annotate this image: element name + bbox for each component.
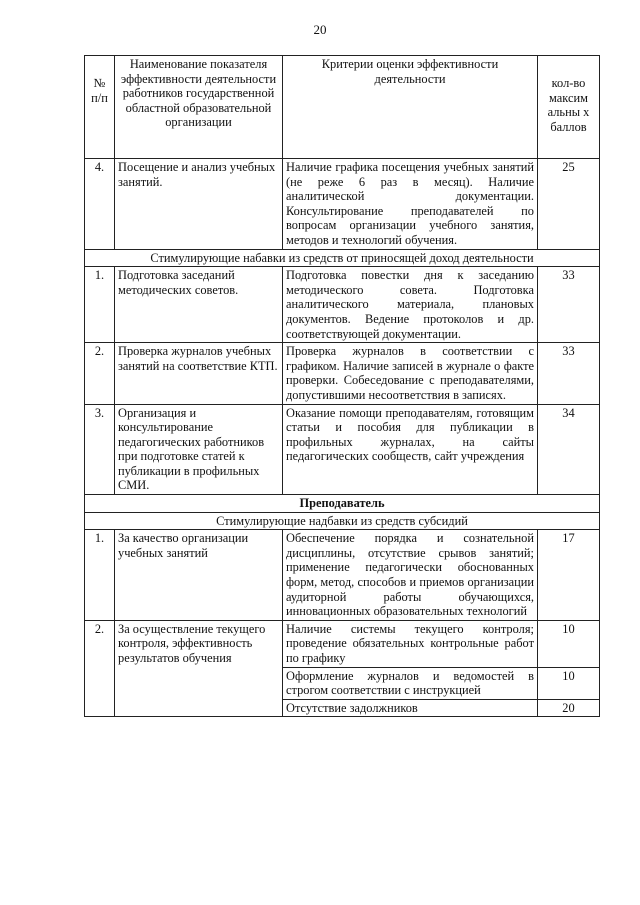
evaluation-table [84,55,600,717]
table-header-row [85,56,600,159]
row-name: За осуществление текущего контроля, эффективность результатов обучения [115,620,283,717]
table-row [85,343,600,404]
table-row [85,267,600,343]
page-number: 20 [313,22,327,37]
row-score: 17 [538,530,600,621]
row-criteria: Наличие системы текущего контроля; проведение обязательных контрольные работ по графику [283,620,538,667]
row-num: 1. [85,530,115,621]
table-row [85,620,600,667]
row-name: Посещение и анализ учебных занятий. [115,159,283,250]
row-num: 1. [85,267,115,343]
header-criteria: Критерии оценки эффективности деятельности [283,56,538,159]
section-row [85,249,600,267]
row-name: Организация и консультирование педагогических работников при подготовке статей к публикации в профильных СМИ. [115,404,283,495]
header-num: № п/п [85,56,115,159]
table-row [85,404,600,495]
section-row [85,512,600,530]
row-criteria: Обеспечение порядка и сознательной дисциплины, отсутствие срывов занятий; применение педагогически обоснованных форм, метод, способов и приемов организации аудиторной работы обучающихся, инновационных образовательных технологий [283,530,538,621]
row-num: 3. [85,404,115,495]
section-subsidy-title: Стимулирующие надбавки из средств субсидий [85,512,600,530]
row-criteria: Оказание помощи преподавателям, готовящим статьи и пособия для публикации в профильных журналах, на сайты педагогических сообществ, сайт учреждения [283,404,538,495]
header-score: кол-во максим альны х баллов [538,56,600,159]
row-criteria: Отсутствие задолжников [283,699,538,717]
row-criteria: Проверка журналов в соответствии с графиком. Наличие записей в журнале о факте проверки. Собеседование с преподавателями, допустившими несоответствия в записях. [283,343,538,404]
table-row [85,530,600,621]
row-score: 33 [538,343,600,404]
row-score: 10 [538,667,600,699]
row-name: Проверка журналов учебных занятий на соответствие КТП. [115,343,283,404]
row-num: 2. [85,343,115,404]
row-num: 2. [85,620,115,717]
section-teacher-title: Преподаватель [85,495,600,513]
row-criteria: Оформление журналов и ведомостей в строгом соответствии с инструкцией [283,667,538,699]
row-name: Подготовка заседаний методических советов. [115,267,283,343]
row-num: 4. [85,159,115,250]
row-score: 20 [538,699,600,717]
section-income-title: Стимулирующие набавки из средств от приносящей доход деятельности [85,249,600,267]
header-name: Наименование показателя эффективности деятельности работников государственной областной образовательной организации [115,56,283,159]
row-criteria: Наличие графика посещения учебных занятий (не реже 6 раз в месяц). Наличие аналитической документации. Консультирование преподавателей по вопросам организации учебного занятия, методов и технологий обучения. [283,159,538,250]
row-score: 10 [538,620,600,667]
table-row [85,159,600,250]
row-name: За качество организации учебных занятий [115,530,283,621]
row-score: 34 [538,404,600,495]
row-score: 33 [538,267,600,343]
row-criteria: Подготовка повестки дня к заседанию методического совета. Подготовка аналитического материала, плановых документов. Ведение протоколов и др. соответствующей документации. [283,267,538,343]
row-score: 25 [538,159,600,250]
section-row [85,495,600,513]
